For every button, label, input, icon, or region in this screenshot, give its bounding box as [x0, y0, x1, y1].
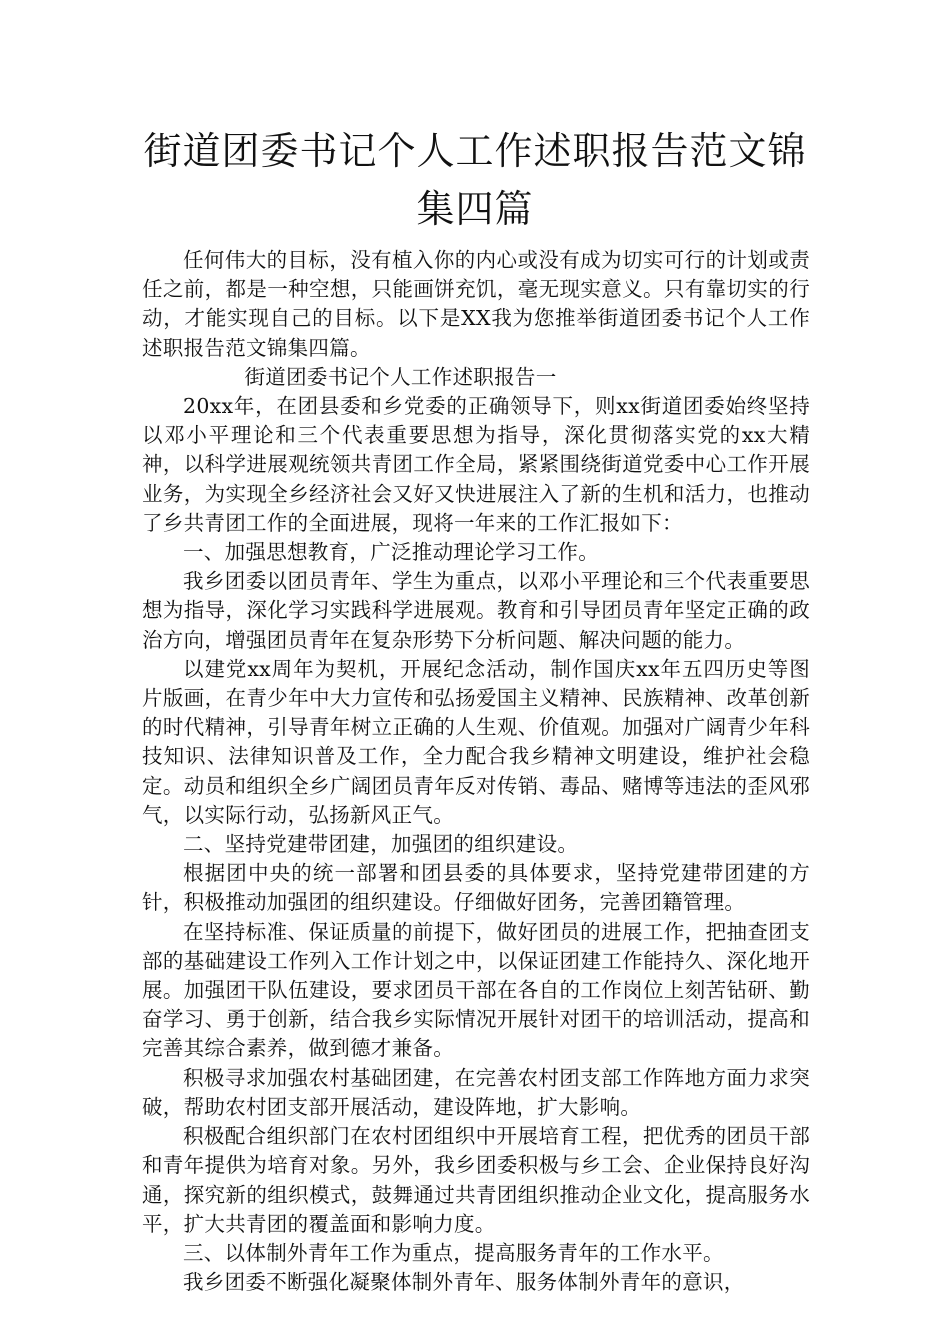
section-heading-report-one: 街道团委书记个人工作述职报告一: [244, 364, 557, 389]
paragraph: 积极配合组织部门在农村团组织中开展培育工程，把优秀的团员干部和青年提供为培育对象。另外，我乡团委积极与乡工会、企业保持良好沟通，探究新的组织模式，鼓舞通过共青团组织推动企业文化，提高服务水平，扩大共青团的覆盖面和影响力度。: [142, 1124, 810, 1236]
section-heading-1: 一、加强思想教育，广泛推动理论学习工作。: [183, 540, 599, 565]
paragraph-intro: 任何伟大的目标，没有植入你的内心或没有成为切实可行的计划或责任之前，都是一种空想，只能画饼充饥，毫无现实意义。只有靠切实的行动，才能实现自己的目标。以下是XX我为您推举街道团委书记个人工作述职报告范文锦集四篇。: [142, 248, 810, 360]
document-title: 街道团委书记个人工作述职报告范文锦集四篇: [143, 129, 807, 231]
paragraph: 以建党xx周年为契机，开展纪念活动，制作国庆xx年五四历史等图片版画，在青少年中大力宣传和弘扬爱国主义精神、民族精神、改革创新的时代精神，引导青年树立正确的人生观、价值观。加强对广阔青少年科技知识、法律知识普及工作，全力配合我乡精神文明建设，维护社会稳定。动员和组织全乡广阔团员青年反对传销、毒品、赌博等违法的歪风邪气，以实际行动，弘扬新风正气。: [142, 656, 810, 827]
paragraph-overview: 20xx年，在团县委和乡党委的正确领导下，则xx街道团委始终坚持以邓小平理论和三个代表重要思想为指导，深化贯彻落实党的xx大精神，以科学进展观统领共青团工作全局，紧紧围绕街道党委中心工作开展业务，为实现全乡经济社会又好又快进展注入了新的生机和活力，也推动了乡共青团工作的全面进展，现将一年来的工作汇报如下：: [142, 394, 810, 535]
paragraph: 我乡团委以团员青年、学生为重点，以邓小平理论和三个代表重要思想为指导，深化学习实践科学进展观。教育和引导团员青年坚定正确的政治方向，增强团员青年在复杂形势下分析问题、解决问题的能力。: [142, 569, 810, 652]
paragraph: 在坚持标准、保证质量的前提下，做好团员的进展工作，把抽查团支部的基础建设工作列入工作计划之中，以保证团建工作能持久、深化地开展。加强团干队伍建设，要求团员干部在各自的工作岗位上刻苦钻研、勤奋学习、勇于创新，结合我乡实际情况开展针对团干的培训活动，提高和完善其综合素养，做到德才兼备。: [142, 919, 810, 1061]
paragraph: 根据团中央的统一部署和团县委的具体要求，坚持党建带团建的方针，积极推动加强团的组织建设。仔细做好团务，完善团籍管理。: [142, 861, 810, 915]
paragraph: 我乡团委不断强化凝聚体制外青年、服务体制外青年的意识，: [183, 1270, 745, 1295]
section-heading-2: 二、坚持党建带团建，加强团的组织建设。: [183, 832, 579, 857]
paragraph: 积极寻求加强农村基础团建，在完善农村团支部工作阵地方面力求突破，帮助农村团支部开展活动，建设阵地，扩大影响。: [142, 1065, 810, 1119]
document-body: [142, 246, 810, 1297]
section-heading-3: 三、以体制外青年工作为重点，提高服务青年的工作水平。: [183, 1240, 724, 1265]
